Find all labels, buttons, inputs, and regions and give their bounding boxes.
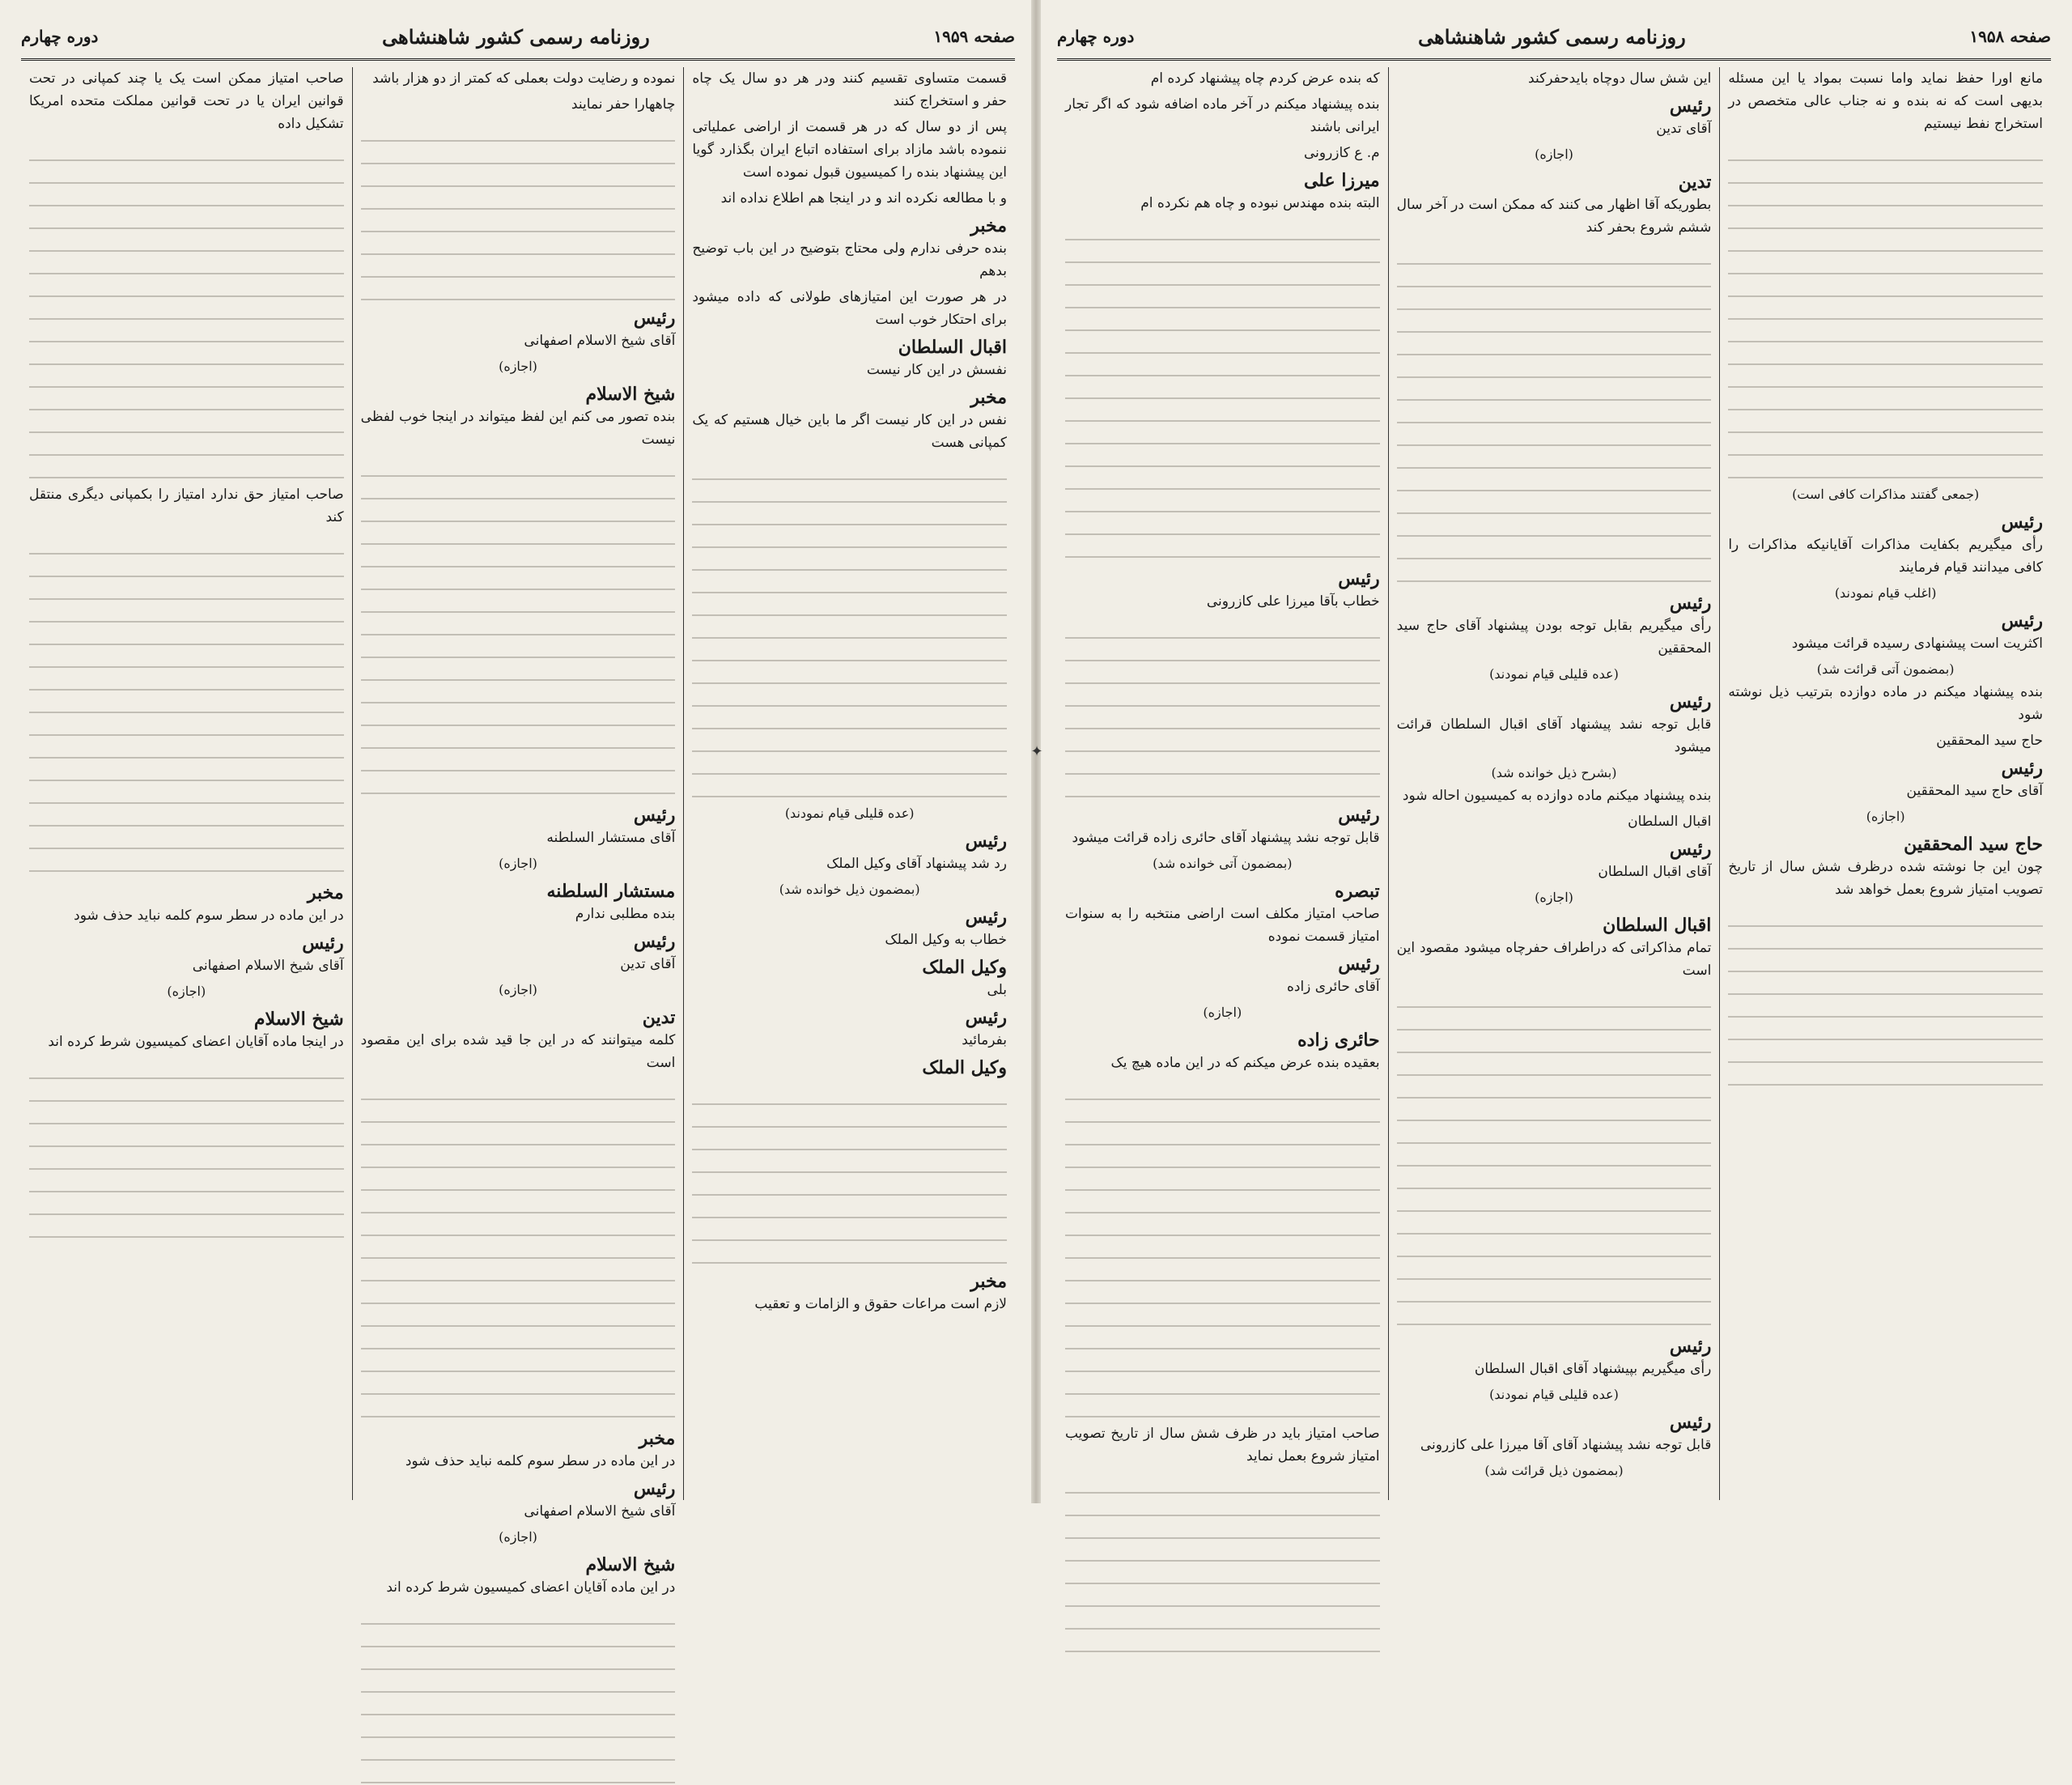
paragraph: م. ع کازرونی: [1303, 145, 1380, 161]
paragraph: قابل توجه نشد پیشنهاد آقای اقبال السلطان قرائت میشود: [1396, 716, 1712, 755]
speaker-name: رئیس: [965, 907, 1007, 928]
paragraph: آقای اقبال السلطان: [1598, 864, 1712, 880]
right-columns: [1057, 67, 2051, 1500]
speaker-name: رئیس: [1669, 691, 1712, 712]
paragraph: بفرمائید: [962, 1032, 1007, 1048]
speaker-name: رئیس: [633, 931, 676, 952]
paragraph: آقای مستشار السلطنه: [546, 830, 676, 846]
speaker-name: رئیس: [1669, 96, 1712, 117]
paragraph: در این ماده در سطر سوم کلمه نباید حذف شود: [405, 1453, 676, 1469]
vote-note: (اجازه): [167, 984, 206, 999]
speaker-name: رئیس: [1669, 839, 1712, 860]
paragraph: صاحب امتیاز حق ندارد امتیاز را بکمپانی دیگری منتقل کند: [28, 487, 344, 525]
paragraph: بنده مطلبی ندارم: [575, 906, 676, 922]
body-text-block: [692, 462, 1007, 802]
paragraph: صاحب امتیاز ممکن است یک یا چند کمپانی در تحت قوانین ایران یا در تحت قوانین مملکت متحده امریکا تشکیل داده: [28, 70, 344, 132]
paragraph: بنده تصور می کنم این لفظ میتواند در اینجا خوب لفظی نیست: [360, 409, 676, 448]
body-text-block: [361, 124, 676, 302]
body-text-block: [29, 1061, 344, 1239]
paragraph: بنده پیشنهاد میکنم در آخر ماده اضافه شود که اگر تجار ایرانی باشند: [1064, 96, 1380, 135]
vote-note: (عده قلیلی قیام نمودند): [1489, 1387, 1619, 1402]
paragraph: آقای شیخ الاسلام اصفهانی: [524, 333, 676, 349]
speaker-name: تدین: [642, 1007, 676, 1028]
vote-note: (اجازه): [1866, 809, 1905, 824]
paragraph: صاحب امتیاز مکلف است اراضی منتخبه را به سنوات امتیاز قسمت نموده: [1064, 906, 1380, 945]
vote-note: (بمضمون آتی خوانده شد): [1153, 856, 1293, 871]
body-text-block: [1065, 1082, 1380, 1422]
speaker-name: رئیس: [1338, 805, 1380, 826]
paragraph: خطاب به وکیل الملک: [885, 932, 1007, 948]
text-column: [21, 67, 352, 1500]
speaker-name: رئیس: [2001, 512, 2043, 533]
text-column: [1388, 67, 1720, 1500]
left-page-number: صفحه ۱۹۵۹: [933, 27, 1015, 46]
vote-note: (اجازه): [499, 982, 537, 997]
body-text-block: [1065, 223, 1380, 563]
paragraph: اکثریت است پیشنهادی رسیده قرائت میشود: [1791, 635, 2043, 652]
paragraph: چون این جا نوشته شده درظرف شش سال از تاریخ تصویب امتیاز شروع بعمل خواهد شد: [1728, 859, 2043, 898]
text-column: [352, 67, 684, 1596]
vote-note: (عده قلیلی قیام نمودند): [784, 805, 915, 821]
body-text-block: [1728, 143, 2043, 483]
speaker-name: وکیل الملک: [922, 1057, 1007, 1078]
paragraph: قابل توجه نشد پیشنهاد آقای حائری زاده قرائت میشود: [1072, 830, 1380, 846]
paragraph: آقای شیخ الاسلام اصفهانی: [524, 1503, 676, 1519]
paragraph: آقای حاج سید المحققین: [1906, 783, 2043, 799]
body-text-block: [361, 1082, 676, 1422]
paragraph: بلی: [987, 982, 1007, 998]
paragraph: این شش سال دوچاه بایدحفرکند: [1528, 70, 1712, 87]
paragraph: رد شد پیشنهاد آقای وکیل الملک: [826, 856, 1007, 872]
paragraph: رأی میگیریم بپیشنهاد آقای اقبال السلطان: [1474, 1361, 1712, 1377]
text-column: [1719, 67, 2051, 1500]
vote-note: (اجازه): [1203, 1005, 1242, 1020]
paragraph: در هر صورت این امتیازهای طولانی که داده میشود برای احتکار خوب است: [692, 289, 1007, 328]
vote-note: (اجازه): [1535, 147, 1573, 162]
left-masthead: [21, 15, 1015, 61]
speaker-name: شیخ الاسلام: [253, 1009, 344, 1030]
body-text-block: [1397, 247, 1712, 587]
paragraph: قابل توجه نشد پیشنهاد آقای آقا میرزا علی کازرونی: [1420, 1437, 1712, 1453]
speaker-name: رئیس: [1338, 568, 1380, 589]
vote-note: (بمضمون ذیل خوانده شد): [779, 882, 920, 897]
paragraph: نفس در این کار نیست اگر ما باین خیال هستیم که یک کمپانی هست: [692, 412, 1007, 451]
right-masthead: [1057, 15, 2051, 61]
paragraph: در این ماده آقایان اعضای کمیسیون شرط کرده اند: [386, 1579, 676, 1596]
vote-note: (بمضمون ذیل قرائت شد): [1484, 1463, 1624, 1478]
speaker-name: رئیس: [633, 1478, 676, 1499]
left-session-label: دوره چهارم: [21, 27, 99, 46]
vote-note: (جمعی گفتند مذاکرات کافی است): [1792, 487, 1980, 502]
speaker-name: رئیس: [633, 308, 676, 329]
speaker-name: رئیس: [965, 1007, 1007, 1028]
speaker-name: وکیل الملک: [922, 957, 1007, 978]
vote-note: (بمضمون آتی قرائت شد): [1816, 661, 1955, 677]
paragraph: مانع اورا حفظ نماید واما نسبت بمواد یا این مسئله بدیهی است که نه بنده و نه جناب عالی متخصص در استخراج نفط نیستیم: [1728, 70, 2043, 132]
body-text-block: [1728, 909, 2043, 1087]
paragraph: بنده پیشنهاد میکنم ماده دوازده به کمیسیون احاله شود: [1402, 788, 1712, 804]
paragraph: که بنده عرض کردم چاه پیشنهاد کرده ام: [1150, 70, 1380, 87]
left-newspaper-title: روزنامه رسمی کشور شاهنشاهی: [382, 24, 650, 49]
speaker-name: رئیس: [1669, 593, 1712, 614]
vote-note: (اجازه): [499, 1529, 537, 1545]
speaker-name: مخبر: [970, 387, 1007, 408]
speaker-name: رئیس: [633, 805, 676, 826]
body-text-block: [1397, 990, 1712, 1330]
speaker-name: تدین: [1678, 172, 1712, 193]
speaker-name: تبصره: [1335, 881, 1380, 902]
speaker-name: رئیس: [2001, 758, 2043, 779]
paragraph: آقای حائری زاده: [1286, 979, 1380, 995]
vote-note: (بشرح ذیل خوانده شد): [1491, 765, 1617, 780]
speaker-name: مخبر: [970, 1271, 1007, 1292]
paragraph: کلمه میتوانند که در این جا قید شده برای این مقصود است: [360, 1032, 676, 1071]
speaker-name: اقبال السلطان: [898, 337, 1007, 358]
paragraph: نفسش در این کار نیست: [866, 362, 1007, 378]
left-columns: [21, 67, 1015, 1596]
vote-note: (اغلب قیام نمودند): [1834, 585, 1937, 601]
vote-note: (اجازه): [499, 856, 537, 871]
body-text-block: [1065, 1476, 1380, 1654]
left-page: [0, 0, 1036, 1596]
right-newspaper-title: روزنامه رسمی کشور شاهنشاهی: [1418, 24, 1686, 49]
paragraph: البته بنده مهندس نبوده و چاه هم نکرده ام: [1140, 195, 1380, 211]
speaker-name: رئیس: [965, 831, 1007, 852]
paragraph: بنده حرفی ندارم ولی محتاج بتوضیح در این باب توضیح بدهم: [692, 240, 1007, 279]
paragraph: آقای تدین: [620, 956, 676, 972]
speaker-name: مستشار السلطنه: [546, 881, 676, 902]
paragraph: پس از دو سال که در هر قسمت از اراضی عملیاتی ننموده باشد مازاد برای استفاده اتباع ایران بگذارد گویا این پیشنهاد بنده را کمیسیون قبول نموده است: [692, 119, 1007, 181]
body-text-block: [361, 459, 676, 799]
paragraph: رأی میگیریم بکفایت مذاکرات آقایانیکه مذاکرات را کافی میدانند قیام فرمایند: [1728, 537, 2043, 576]
speaker-name: رئیس: [1669, 1412, 1712, 1433]
paragraph: لازم است مراعات حقوق و الزامات و تعقیب: [754, 1296, 1007, 1312]
speaker-name: رئیس: [1338, 954, 1380, 975]
vote-note: (اجازه): [499, 359, 537, 374]
right-page: [1036, 0, 2072, 1503]
paragraph: تمام مذاکراتی که دراطراف حفرچاه میشود مقصود این است: [1396, 940, 1712, 979]
paragraph: آقای تدین: [1656, 121, 1712, 137]
paragraph: حاج سید المحققین: [1936, 733, 2043, 749]
speaker-name: مخبر: [639, 1428, 676, 1449]
speaker-name: میرزا علی: [1303, 170, 1380, 191]
paragraph: و با مطالعه نکرده اند و در اینجا هم اطلاع نداده اند: [720, 190, 1007, 206]
paragraph: نموده و رضایت دولت بعملی که کمتر از دو هزار باشد: [372, 70, 676, 87]
right-session-label: دوره چهارم: [1057, 27, 1135, 46]
speaker-name: شیخ الاسلام: [585, 384, 676, 405]
paragraph: بعقیده بنده عرض میکنم که در این ماده هیچ یک: [1110, 1055, 1380, 1071]
paragraph: قسمت متساوی تقسیم کنند ودر هر دو سال یک چاه حفر و استخراج کنند: [692, 70, 1007, 109]
speaker-name: رئیس: [1669, 1336, 1712, 1357]
paragraph: صاحب امتیاز باید در ظرف شش سال از تاریخ تصویب امتیاز شروع بعمل نماید: [1064, 1426, 1380, 1464]
vote-note: (اجازه): [1535, 890, 1573, 905]
paragraph: بنده پیشنهاد میکنم در ماده دوازده بترتیب ذیل نوشته شود: [1728, 684, 2043, 723]
speaker-name: مخبر: [970, 215, 1007, 236]
paragraph: در اینجا ماده آقایان اعضای کمیسیون شرط کرده اند: [48, 1034, 344, 1050]
body-text-block: [361, 1607, 676, 1785]
paragraph: بطوریکه آقا اظهار می کنند که ممکن است در آخر سال ششم شروع بحفر کند: [1396, 197, 1712, 236]
paragraph: اقبال السلطان: [1628, 814, 1712, 830]
gutter-ornament-icon: ✦: [1030, 742, 1043, 760]
body-text-block: [29, 537, 344, 877]
speaker-name: شیخ الاسلام: [585, 1554, 676, 1575]
speaker-name: رئیس: [302, 933, 344, 954]
text-column: [683, 67, 1015, 1500]
speaker-name: مخبر: [307, 882, 344, 903]
vote-note: (عده قلیلی قیام نمودند): [1489, 666, 1619, 682]
text-column: [1057, 67, 1388, 1500]
body-text-block: [29, 143, 344, 483]
paragraph: چاههارا حفر نمایند: [571, 96, 676, 113]
speaker-name: رئیس: [2001, 610, 2043, 631]
paragraph: رأی میگیریم بقابل توجه بودن پیشنهاد آقای حاج سید المحققین: [1396, 618, 1712, 657]
speaker-name: حاج سید المحققین: [1904, 834, 2043, 855]
speaker-name: اقبال السلطان: [1603, 915, 1712, 936]
right-page-number: صفحه ۱۹۵۸: [1969, 27, 2051, 46]
paragraph: آقای شیخ الاسلام اصفهانی: [192, 958, 344, 974]
body-text-block: [1065, 621, 1380, 799]
speaker-name: حائری زاده: [1297, 1030, 1380, 1051]
paragraph: خطاب بآقا میرزا علی کازرونی: [1206, 593, 1380, 610]
body-text-block: [692, 1087, 1007, 1265]
paragraph: در این ماده در سطر سوم کلمه نباید حذف شود: [74, 907, 344, 924]
